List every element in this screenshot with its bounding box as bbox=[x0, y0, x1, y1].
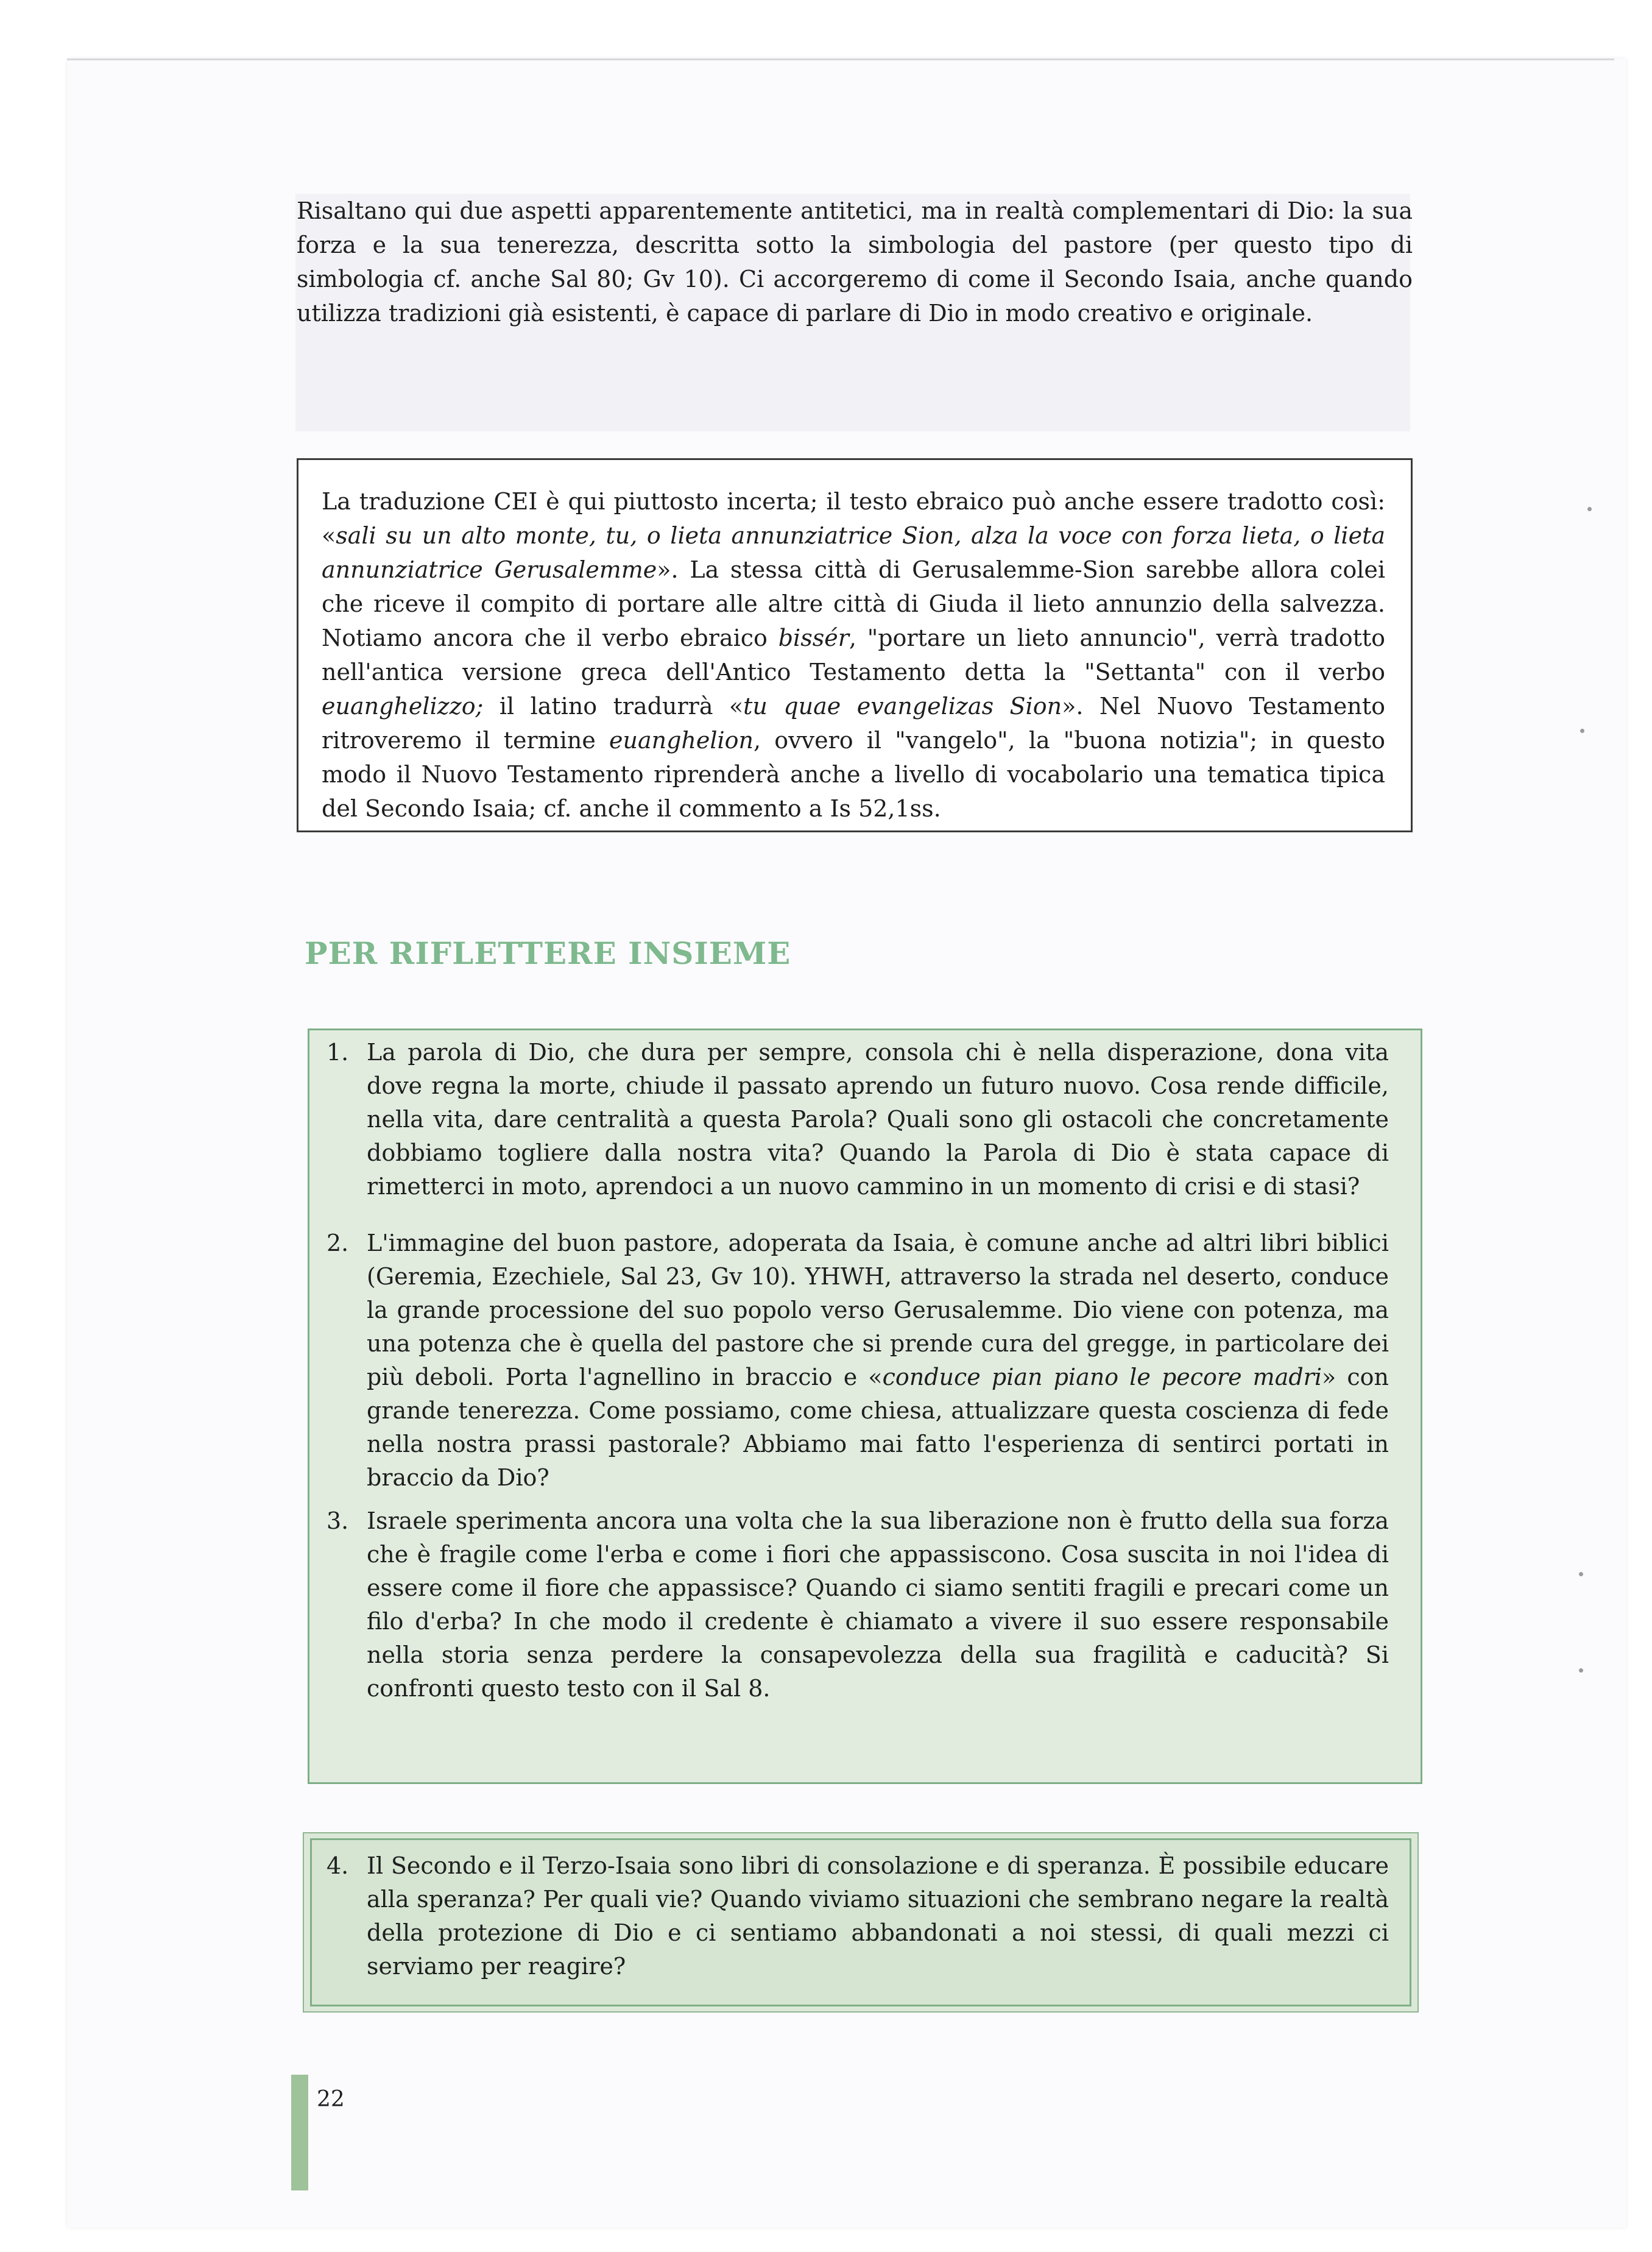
question-number: 3. bbox=[327, 1507, 349, 1534]
note-italic-5: euanghelion bbox=[609, 727, 754, 754]
note-text-4: il latino tradurrà « bbox=[483, 693, 744, 720]
question-text: Il Secondo e il Terzo-Isaia sono libri di consolazione e di speranza. È possibile educare alla speranza? Per quali vie? Quando viviamo situazioni che sembrano negare la realtà della protezione di Dio e ci sentiamo abbandonati a noi stessi, di quali mezzi ci serviamo per reagire? bbox=[367, 1852, 1389, 1980]
section-title: PER RIFLETTERE INSIEME bbox=[305, 935, 791, 971]
note-text-2: ». La stessa città di Gerusalemme-Sion sarebbe allora colei che riceve il compito di portare alle altre città di Giuda il lieto annunzio della salvezza. Notiamo ancora che il verbo ebraico bbox=[322, 556, 1386, 651]
margin-dot bbox=[1580, 729, 1584, 733]
page-top-edge bbox=[67, 58, 1614, 60]
note-text-5: ». Nel Nuovo Testamento ritroveremo il termine bbox=[322, 693, 1386, 754]
questions-list bbox=[317, 1036, 1389, 1705]
list-item bbox=[317, 1849, 1389, 1983]
translation-note-text bbox=[322, 484, 1385, 826]
page-tab-marker bbox=[291, 2075, 308, 2190]
note-italic-4: tu quae evangelizas Sion bbox=[743, 693, 1062, 720]
question-number: 4. bbox=[327, 1852, 349, 1879]
margin-dot bbox=[1579, 1668, 1583, 1673]
question-text: Israele sperimenta ancora una volta che la sua liberazione non è frutto della sua forza che è fragile come l'erba e come i fiori che appassiscono. Cosa suscita in noi l'idea di essere come il fiore che appassisce? Quando ci siamo sentiti fragili e precari come un filo d'erba? In che modo il credente è chiamato a vivere il suo essere responsabile nella storia senza perdere la consapevolezza della sua fragilità e caducità? Si confronti questo testo con il Sal 8. bbox=[367, 1507, 1389, 1702]
note-italic-3: euanghelizzo; bbox=[322, 693, 484, 720]
question-text: » con grande tenerezza. Come possiamo, come chiesa, attualizzare questa coscienza di fede nella nostra prassi pastorale? Abbiamo mai fatto l'esperienza di sentirci portati in braccio da Dio? bbox=[367, 1364, 1389, 1491]
question-number: 1. bbox=[327, 1039, 349, 1066]
note-text-1: La traduzione CEI è qui piuttosto incerta; il testo ebraico può anche essere tradotto così: « bbox=[322, 488, 1385, 549]
list-item bbox=[317, 1227, 1389, 1495]
note-italic-1: sali su un alto monte, tu, o lieta annunziatrice Sion, alza la voce con forza lieta, o lieta annunziatrice Gerusalemme bbox=[322, 522, 1385, 583]
page-number: 22 bbox=[317, 2087, 345, 2112]
question-text: La parola di Dio, che dura per sempre, consola chi è nella disperazione, dona vita dove regna la morte, chiude il passato aprendo un futuro nuovo. Cosa rende difficile, nella vita, dare centralità a questa Parola? Quali sono gli ostacoli che concretamente dobbiamo togliere dalla nostra vita? Quando la Parola di Dio è stata capace di rimetterci in moto, aprendoci a un nuovo cammino in un momento di crisi e di stasi? bbox=[367, 1039, 1389, 1200]
question-number: 2. bbox=[327, 1230, 349, 1256]
translation-note-box bbox=[297, 458, 1413, 832]
list-item bbox=[317, 1036, 1389, 1203]
question-text: L'immagine del buon pastore, adoperata da Isaia, è comune anche ad altri libri biblici (Geremia, Ezechiele, Sal 23, Gv 10). YHWH, attraverso la strada nel deserto, conduce la grande processione del suo popolo verso Gerusalemme. Dio viene con potenza, ma una potenza che è quella del pastore che si prende cura del gregge, in particolare dei più deboli. Porta l'agnellino in braccio e « bbox=[367, 1230, 1389, 1390]
note-text-6: , ovvero il "vangelo", la "buona notizia"; in questo modo il Nuovo Testamento riprenderà anche a livello di vocabolario una tematica tipica del Secondo Isaia; cf. anche il commento a Is 52,1ss. bbox=[322, 727, 1385, 822]
note-text-3: , "portare un lieto annuncio", verrà tradotto nell'antica versione greca dell'Antico Testamento detta la "Settanta" con il verbo bbox=[322, 625, 1385, 685]
question-italic: conduce pian piano le pecore madri bbox=[882, 1364, 1322, 1390]
note-italic-2: bissér bbox=[778, 625, 849, 651]
list-item bbox=[317, 1504, 1389, 1705]
margin-dot bbox=[1579, 1572, 1583, 1576]
question-4-list bbox=[317, 1849, 1389, 1983]
margin-dot bbox=[1587, 507, 1592, 511]
intro-paragraph: Risaltano qui due aspetti apparentemente antitetici, ma in realtà complementari di Dio: la sua forza e la sua tenerezza, descritta sotto la simbologia del pastore (per questo tipo di simbologia cf. anche Sal 80; Gv 10). Ci accorgeremo di come il Secondo Isaia, anche quando utilizza tradizioni già esistenti, è capace di parlare di Dio in modo creativo e originale. bbox=[297, 197, 1413, 327]
